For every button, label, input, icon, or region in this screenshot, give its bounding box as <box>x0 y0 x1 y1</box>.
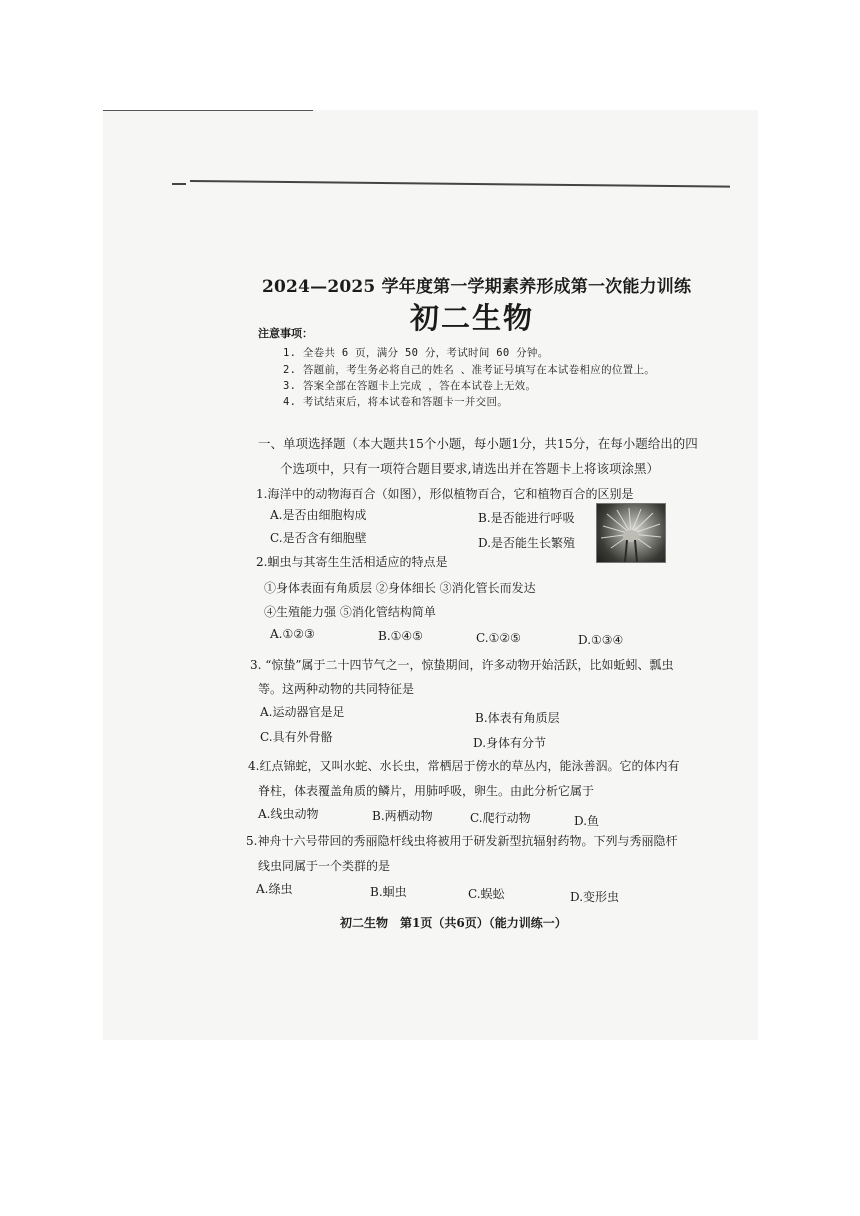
subject-title: 初二生物 <box>410 301 535 335</box>
scan-dash-mark <box>172 183 186 185</box>
question-4-option-c: C.爬行动物 <box>470 811 531 825</box>
question-4-option-a: A.线虫动物 <box>258 807 319 821</box>
question-2-option-d: D.①③④ <box>578 633 624 647</box>
question-3-stem-line2: 等。这两种动物的共同特征是 <box>258 682 415 696</box>
note-item: 3. 答案全部在答题卡上完成 ，答在本试卷上无效。 <box>283 380 537 392</box>
question-2-statements-line1: ①身体表面有角质层 ②身体细长 ③消化管长而发达 <box>264 581 536 595</box>
question-5-option-d: D.变形虫 <box>570 890 620 904</box>
question-4-stem-line2: 脊柱，体表覆盖角质的鳞片，用肺呼吸，卵生。由此分析它属于 <box>258 784 595 798</box>
scan-edge-line <box>103 110 313 111</box>
question-1-option-c: C.是否含有细胞壁 <box>270 531 367 545</box>
question-2-stem: 2.蛔虫与其寄生生活相适应的特点是 <box>256 555 448 569</box>
question-3-option-a: A.运动器官是足 <box>260 705 345 719</box>
question-1-option-a: A.是否由细胞构成 <box>270 508 367 522</box>
question-4-stem-line1: 4.红点锦蛇，又叫水蛇、水长虫，常栖居于傍水的草丛内，能泳善泅。它的体内有 <box>248 759 680 773</box>
question-1-option-b: B.是否能进行呼吸 <box>478 511 575 525</box>
question-5-option-c: C.蜈蚣 <box>468 887 505 901</box>
question-4-option-d: D.鱼 <box>574 814 600 828</box>
question-4-option-b: B.两栖动物 <box>372 809 433 823</box>
question-1-stem: 1.海洋中的动物海百合（如图），形似植物百合，它和植物百合的区别是 <box>256 487 634 501</box>
question-5-stem-line2: 线虫同属于一个类群的是 <box>258 859 391 873</box>
question-3-option-d: D.身体有分节 <box>473 736 547 750</box>
exam-title: 2024—2025 学年度第一学期素养形成第一次能力训练 <box>262 277 692 297</box>
question-3-option-c: C.具有外骨骼 <box>260 730 333 744</box>
question-5-option-b: B.蛔虫 <box>370 885 407 899</box>
note-item: 4. 考试结束后，将本试卷和答题卡一并交回。 <box>283 396 509 408</box>
sea-lily-photo <box>596 503 666 563</box>
question-5-option-a: A.绦虫 <box>256 882 293 896</box>
question-5-stem-line1: 5.神舟十六号带回的秀丽隐杆线虫将被用于研发新型抗辐射药物。下列与秀丽隐杆 <box>246 834 678 848</box>
note-item: 2. 答题前，考生务必将自己的姓名 、准考证号填写在本试卷相应的位置上。 <box>283 364 656 376</box>
question-2-option-b: B.①④⑤ <box>378 629 423 643</box>
section-heading-line1: 一、单项选择题（本大题共15个小题，每小题1分，共15分，在每小题给出的四 <box>258 436 698 451</box>
scanned-page <box>103 110 758 1040</box>
page-footer: 初二生物 第1页（共6页）（能力训练一） <box>340 916 567 930</box>
question-2-option-a: A.①②③ <box>270 627 315 641</box>
question-3-stem-line1: 3. “惊蛰”属于二十四节气之一，惊蛰期间，许多动物开始活跃，比如蚯蚓、瓢虫 <box>250 658 674 672</box>
question-2-option-c: C.①②⑤ <box>476 631 521 645</box>
section-heading-line2: 个选项中，只有一项符合题目要求,请选出并在答题卡上将该项涂黑） <box>280 461 659 476</box>
question-3-option-b: B.体表有角质层 <box>475 711 560 725</box>
question-2-statements-line2: ④生殖能力强 ⑤消化管结构简单 <box>264 605 436 619</box>
notes-heading: 注意事项： <box>258 327 313 340</box>
question-1-option-d: D.是否能生长繁殖 <box>478 536 576 550</box>
note-item: 1. 全卷共 6 页，满分 50 分，考试时间 60 分钟。 <box>283 347 549 359</box>
